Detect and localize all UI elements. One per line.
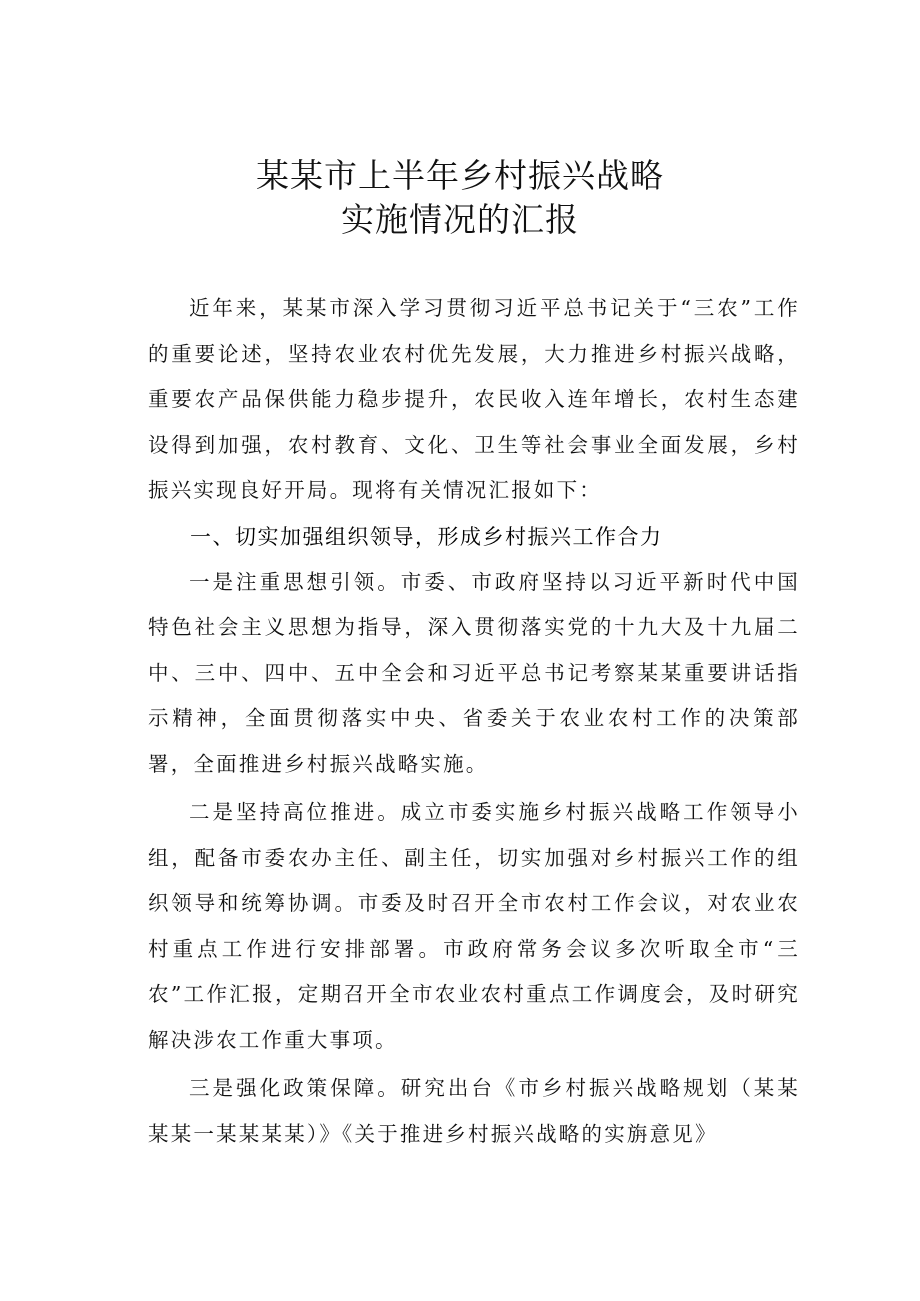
document-body xyxy=(148,286,800,1157)
intro-paragraph: 近年来，某某市深入学习贯彻习近平总书记关于“三农”工作的重要论述，坚持农业农村优先发展，大力推进乡村振兴战略，重要农产品保供能力稳步提升，农民收入连年增长，农村生态建设得到加强，农村教育、文化、卫生等社会事业全面发展，乡村振兴实现良好开局。现将有关情况汇报如下： xyxy=(148,296,800,502)
section-heading: 一、切实加强组织领导，形成乡村振兴工作合力 xyxy=(190,524,663,549)
document-title-line-1: 某某市上半年乡村振兴战略 xyxy=(256,156,664,195)
body-paragraph: 二是坚持高位推进。成立市委实施乡村振兴战略工作领导小组，配备市委农办主任、副主任，切实加强对乡村振兴工作的组织领导和统筹协调。市委及时召开全市农村工作会议，对农业农村重点工作进行安排部署。市政府常务会议多次听取全市“三农”工作汇报，定期召开全市农业农村重点工作调度会，及时研究解决涉农工作重大事项。 xyxy=(148,800,800,1052)
body-paragraph: 三是强化政策保障。研究出台《市乡村振兴战略规划（某某某某一某某某某）》《关于推进乡村振兴战略的实旃意见》 xyxy=(148,1076,800,1146)
body-paragraph: 一是注重思想引领。市委、市政府坚持以习近平新时代中国特色社会主义思想为指导，深入贯彻落实党的十九大及十九届二中、三中、四中、五中全会和习近平总书记考察某某重要讲话指示精神，全面贯彻落实中央、省委关于农业农村工作的决策部署，全面推进乡村振兴战略实施。 xyxy=(148,569,800,776)
document-title-line-2: 实施情况的汇报 xyxy=(341,200,579,239)
